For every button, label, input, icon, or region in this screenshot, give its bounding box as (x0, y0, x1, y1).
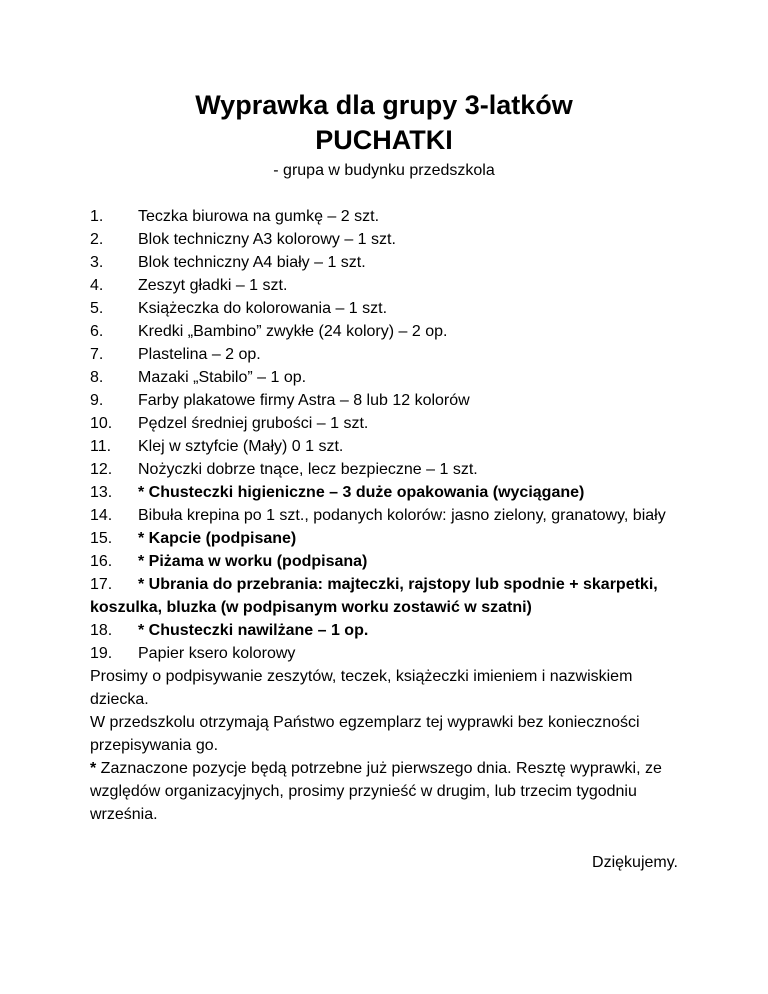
item-number: 3. (90, 254, 104, 271)
item-text: Teczka biurowa na gumkę – 2 szt. (138, 208, 380, 225)
item-text: Książeczka do kolorowania – 1 szt. (138, 300, 388, 317)
item-text: * Kapcie (podpisane) (138, 530, 297, 547)
item-number: 8. (90, 369, 104, 386)
item-number: 12. (90, 461, 113, 478)
item-number: 10. (90, 415, 113, 432)
item-text: Blok techniczny A4 biały – 1 szt. (138, 254, 366, 271)
item-text: * Chusteczki nawilżane – 1 op. (138, 622, 369, 639)
item-number: 2. (90, 231, 104, 248)
list-item (90, 504, 690, 527)
item-number: 9. (90, 392, 104, 409)
item-number: 17. (90, 576, 113, 593)
list-item (90, 274, 690, 297)
item-number: 6. (90, 323, 104, 340)
item-text: Plastelina – 2 op. (138, 346, 261, 363)
list-item (90, 527, 690, 550)
first-day-note-text: Zaznaczone pozycje będą potrzebne już pierwszego dnia. Resztę wyprawki, ze względów organizacyjnych, prosimy przynieść w drugim, lub trzecim tygodniu września. (90, 760, 662, 823)
list-item (90, 251, 690, 274)
list-item (90, 366, 690, 389)
item-number: 18. (90, 622, 113, 639)
list-item (90, 389, 690, 412)
group-name: PUCHATKI (315, 125, 453, 155)
first-day-note (90, 757, 690, 826)
copy-note: W przedszkolu otrzymają Państwo egzemplarz tej wyprawki bez konieczności przepisywania go. (90, 714, 640, 754)
list-item (90, 550, 690, 573)
list-item (90, 297, 690, 320)
list-item (90, 642, 690, 665)
list-item (90, 412, 690, 435)
item-text: Farby plakatowe firmy Astra – 8 lub 12 kolorów (138, 392, 470, 409)
asterisk-marker: * (90, 760, 97, 777)
item-number: 1. (90, 208, 104, 225)
list-item (90, 205, 690, 228)
list-item (90, 343, 690, 366)
supply-list (90, 205, 690, 826)
item-text: Papier ksero kolorowy (138, 645, 296, 662)
item-number: 13. (90, 484, 113, 501)
item-number: 11. (90, 438, 112, 455)
closing-thanks: Dziękujemy. (592, 854, 678, 871)
item-number: 5. (90, 300, 104, 317)
list-item (90, 320, 690, 343)
item-text: Pędzel średniej grubości – 1 szt. (138, 415, 369, 432)
item-text: Mazaki „Stabilo” – 1 op. (138, 369, 307, 386)
item-text: Kredki „Bambino” zwykłe (24 kolory) – 2 op. (138, 323, 448, 340)
item-text: Zeszyt gładki – 1 szt. (138, 277, 288, 294)
list-item (90, 458, 690, 481)
item-text: Bibuła krepina po 1 szt., podanych kolorów: jasno zielony, granatowy, biały (138, 507, 666, 524)
item-text: * Piżama w worku (podpisana) (138, 553, 368, 570)
item-text: Klej w sztyfcie (Mały) 0 1 szt. (138, 438, 344, 455)
document-title: Wyprawka dla grupy 3-latków (195, 90, 573, 120)
item-number: 7. (90, 346, 104, 363)
document-subtitle: - grupa w budynku przedszkola (273, 162, 495, 179)
item-number: 4. (90, 277, 104, 294)
item-number: 19. (90, 645, 113, 662)
list-item (90, 573, 690, 619)
list-item (90, 481, 690, 504)
item-number: 14. (90, 507, 113, 524)
list-item (90, 228, 690, 251)
signing-note: Prosimy o podpisywanie zeszytów, teczek, książeczki imieniem i nazwiskiem dziecka. (90, 668, 633, 708)
item-number: 15. (90, 530, 113, 547)
item-number: 16. (90, 553, 113, 570)
item-text: * Ubrania do przebrania: majteczki, rajstopy lub spodnie + skarpetki, koszulka, bluzka (w podpisanym worku zostawić w szatni) (90, 576, 658, 616)
item-text: Blok techniczny A3 kolorowy – 1 szt. (138, 231, 396, 248)
list-item (90, 435, 690, 458)
item-text: Nożyczki dobrze tnące, lecz bezpieczne – 1 szt. (138, 461, 478, 478)
item-text: * Chusteczki higieniczne – 3 duże opakowania (wyciągane) (138, 484, 585, 501)
list-item (90, 619, 690, 642)
